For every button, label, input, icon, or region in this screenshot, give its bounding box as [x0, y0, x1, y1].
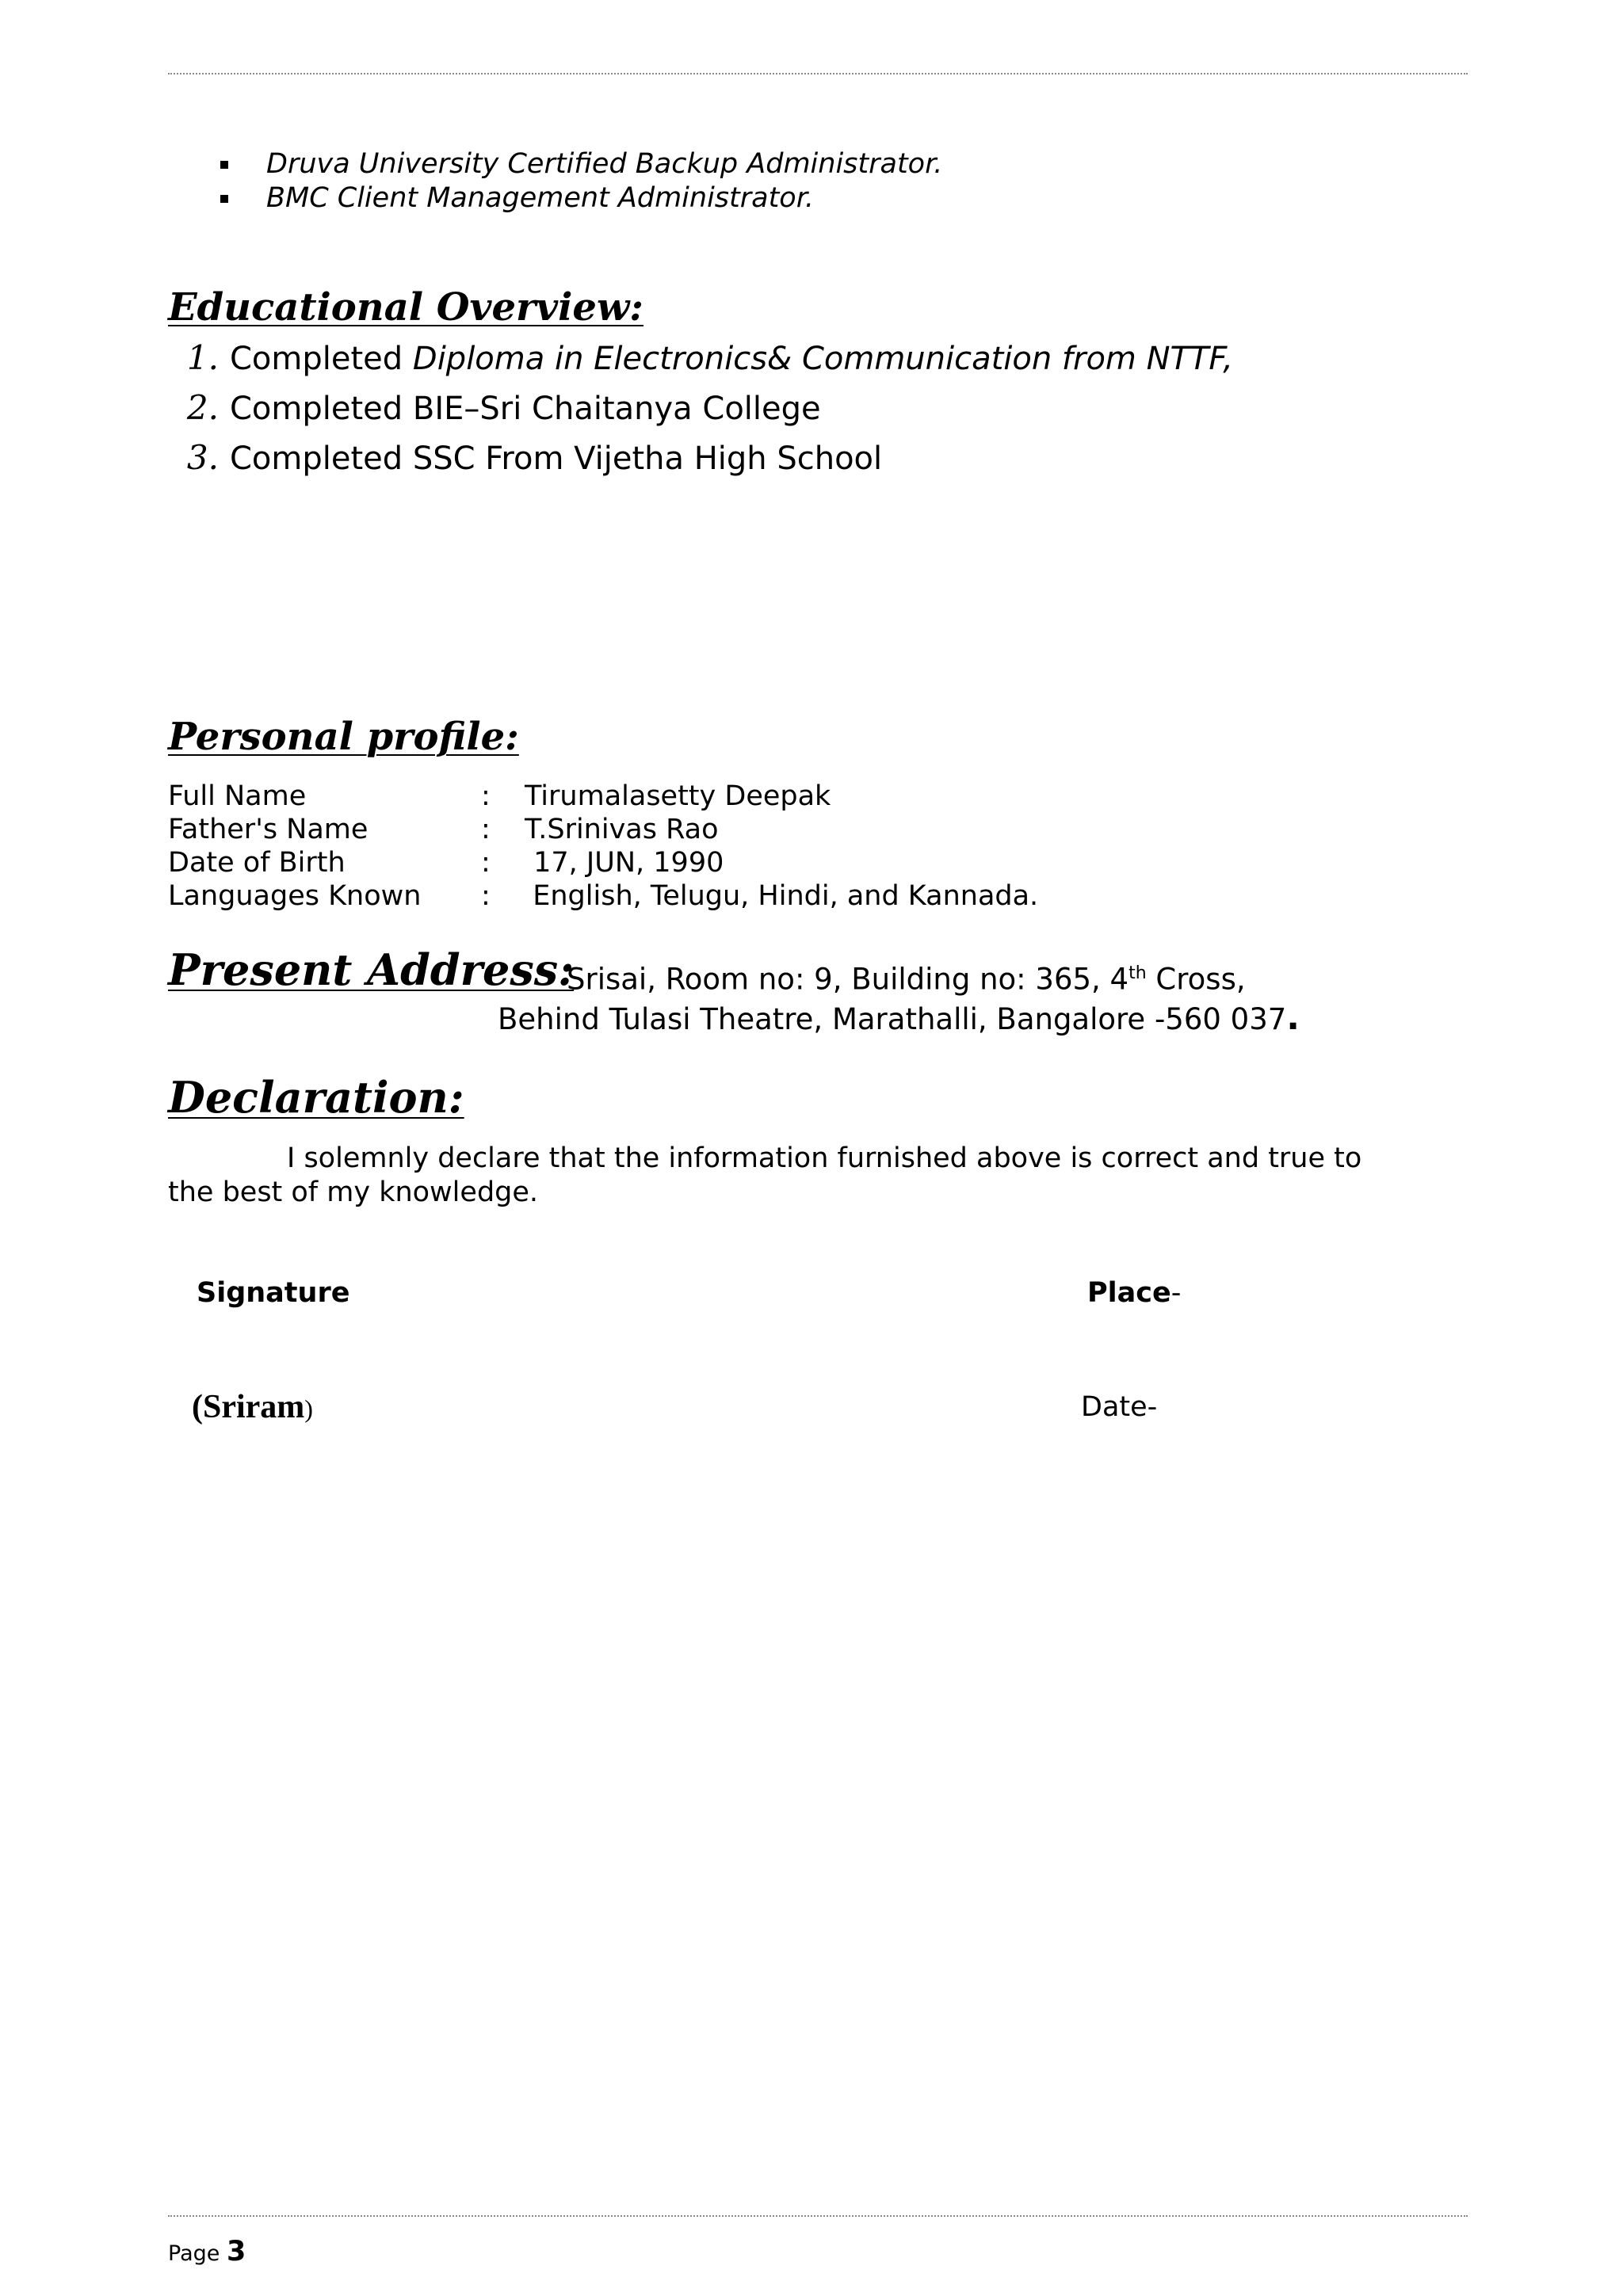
- education-text: Completed: [230, 341, 413, 377]
- personal-profile-table: [168, 780, 1038, 913]
- place-dash: -: [1170, 1277, 1182, 1309]
- list-item: BMC Client Management Administrator.: [214, 181, 942, 215]
- header-divider: [168, 73, 1468, 74]
- page-label: Page: [168, 2241, 220, 2266]
- education-text: Completed SSC From Vijetha High School: [230, 441, 883, 477]
- list-item: Druva University Certified Backup Administrator.: [214, 147, 942, 181]
- address-text: Cross,: [1146, 962, 1246, 997]
- signatory-name-close: ): [304, 1394, 313, 1423]
- profile-label: Father's Name: [168, 814, 369, 845]
- list-item: [168, 333, 1233, 383]
- education-list: [168, 333, 1233, 482]
- address-text: Behind Tulasi Theatre, Marathalli, Bangalore -560 037: [498, 1002, 1287, 1036]
- education-text: Completed BIE–Sri Chaitanya College: [230, 391, 821, 427]
- page-footer: [168, 2236, 246, 2267]
- list-item: [168, 383, 1233, 433]
- profile-separator: :: [481, 847, 491, 879]
- profile-row: [168, 780, 1038, 813]
- present-address-heading: Present Address:: [168, 944, 575, 995]
- signatory-name: [192, 1388, 313, 1426]
- certification-list: [214, 147, 942, 215]
- profile-row: [168, 813, 1038, 846]
- profile-separator: :: [481, 814, 491, 845]
- ordinal-suffix: th: [1128, 963, 1147, 983]
- profile-label: Date of Birth: [168, 847, 346, 879]
- education-text-italic: Diploma in Electronics& Communication from NTTF,: [412, 341, 1233, 377]
- declaration-text: I solemnly declare that the information furnished above is correct and true to the best of my knowledge.: [168, 1142, 1362, 1208]
- place-label-text: Place: [1087, 1277, 1171, 1309]
- profile-row: [168, 846, 1038, 879]
- signatory-name-text: (Sriram: [192, 1389, 305, 1425]
- profile-label: Languages Known: [168, 880, 422, 912]
- list-number: 3.: [186, 438, 219, 477]
- profile-value: 17, JUN, 1990: [525, 847, 724, 879]
- profile-value: T.Srinivas Rao: [525, 814, 719, 845]
- date-label: Date-: [1081, 1391, 1158, 1423]
- education-heading: Educational Overview:: [168, 285, 643, 330]
- address-period: .: [1286, 997, 1300, 1038]
- address-line-1: [567, 955, 1246, 997]
- declaration-heading: Declaration:: [168, 1072, 464, 1123]
- personal-profile-heading: Personal profile:: [168, 715, 519, 759]
- place-label: [1087, 1277, 1181, 1309]
- list-item: [168, 433, 1233, 482]
- address-text: Srisai, Room no: 9, Building no: 365, 4: [567, 962, 1129, 997]
- profile-row: [168, 879, 1038, 913]
- footer-divider: [168, 2215, 1468, 2217]
- page-number: 3: [226, 2236, 246, 2267]
- profile-value: English, Telugu, Hindi, and Kannada.: [515, 880, 1039, 912]
- profile-value: Tirumalasetty Deepak: [525, 780, 831, 812]
- address-line-2: [498, 997, 1300, 1038]
- profile-separator: :: [481, 880, 491, 912]
- profile-separator: :: [481, 780, 491, 812]
- list-number: 1.: [186, 338, 219, 377]
- signature-label: Signature: [197, 1277, 350, 1309]
- profile-label: Full Name: [168, 780, 307, 812]
- list-number: 2.: [186, 388, 219, 427]
